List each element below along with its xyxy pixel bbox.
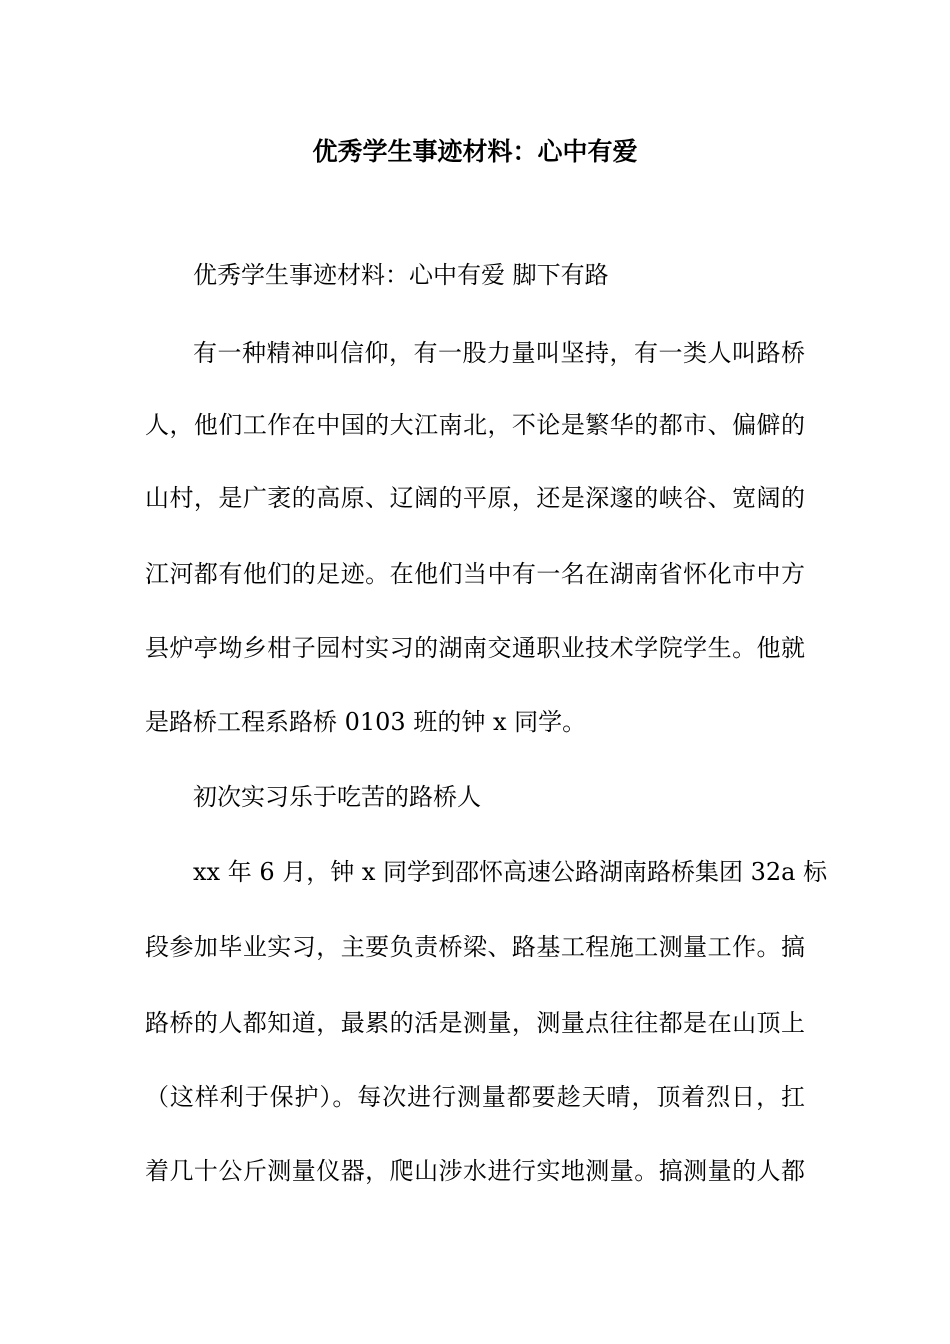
paragraph-line: 山村，是广袤的高原、辽阔的平原，还是深邃的峡谷、宽阔的 [145, 484, 805, 512]
paragraph-line: 江河都有他们的足迹。在他们当中有一名在湖南省怀化市中方 [145, 560, 805, 588]
subtitle-line: 优秀学生事迹材料：心中有爱 脚下有路 [193, 261, 609, 289]
paragraph-line: 有一种精神叫信仰，有一股力量叫坚持，有一类人叫路桥 [193, 339, 805, 367]
paragraph-line: 路桥的人都知道，最累的活是测量，测量点往往都是在山顶上 [145, 1009, 805, 1037]
paragraph-line: 人，他们工作在中国的大江南北，不论是繁华的都市、偏僻的 [145, 411, 805, 439]
paragraph-line: 着几十公斤测量仪器，爬山涉水进行实地测量。搞测量的人都 [145, 1157, 805, 1185]
section-heading: 初次实习乐于吃苦的路桥人 [193, 783, 481, 811]
paragraph-line: （这样利于保护）。每次进行测量都要趁天晴，顶着烈日，扛 [145, 1083, 805, 1111]
paragraph-line: 段参加毕业实习，主要负责桥梁、路基工程施工测量工作。搞 [145, 933, 805, 961]
paragraph-line: 是路桥工程系路桥 0103 班的钟 x 同学。 [145, 708, 587, 736]
document-title: 优秀学生事迹材料：心中有爱 [312, 137, 638, 166]
paragraph-line: xx 年 6 月，钟 x 同学到邵怀高速公路湖南路桥集团 32a 标 [193, 858, 828, 886]
paragraph-line: 县炉亭坳乡柑子园村实习的湖南交通职业技术学院学生。他就 [145, 634, 805, 662]
